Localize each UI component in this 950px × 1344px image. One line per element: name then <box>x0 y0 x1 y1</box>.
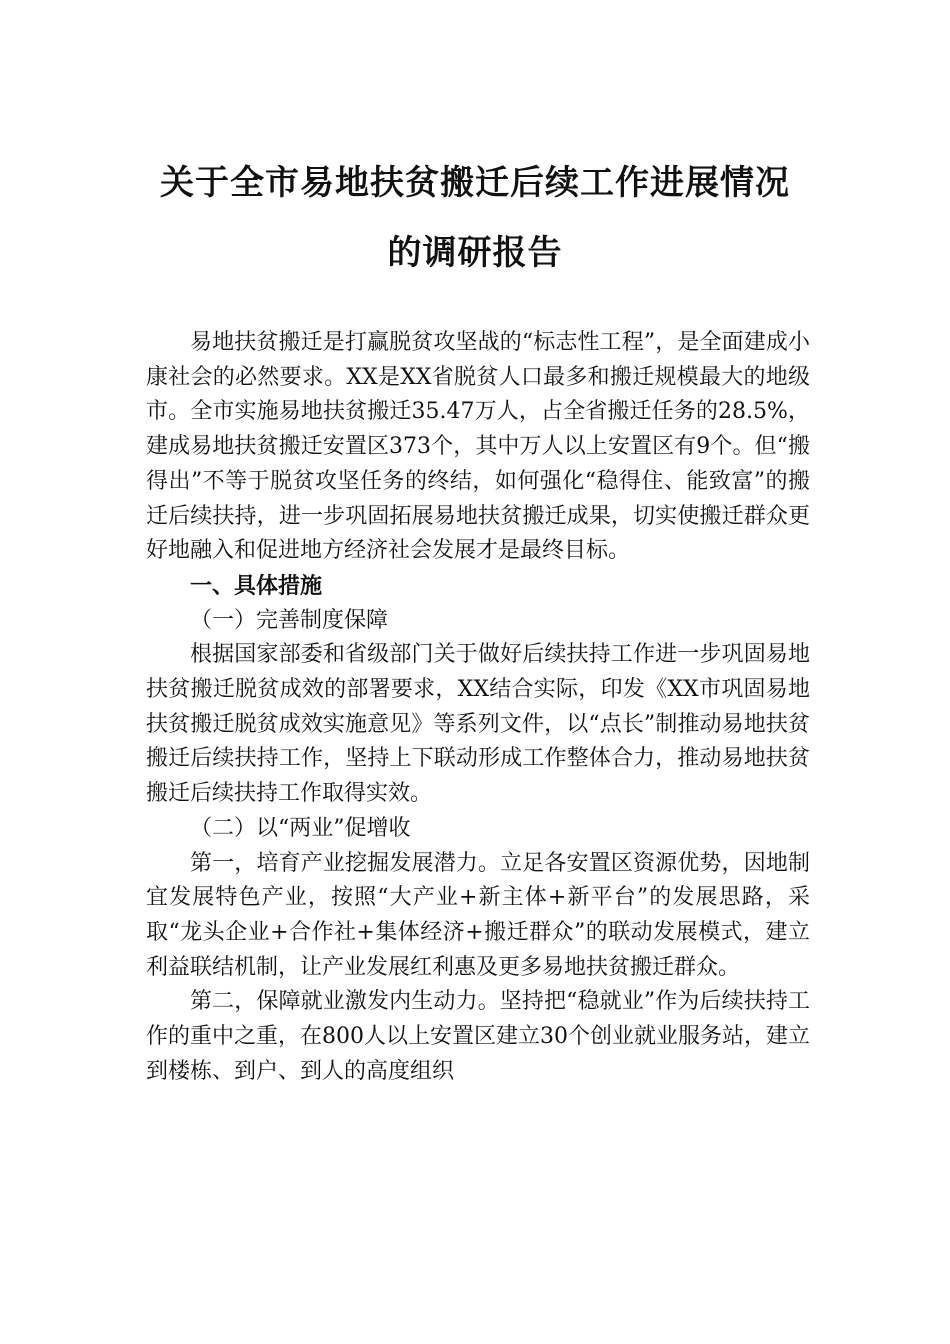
subsection-heading-system: （一）完善制度保障 <box>190 607 389 633</box>
document-title-line2: 的调研报告 <box>387 233 563 273</box>
subsection-paragraph-system: 根据国家部委和省级部门关于做好后续扶持工作进一步巩固易地扶贫搬迁脱贫成效的部署要求，XX结合实际，印发《XX市巩固易地扶贫搬迁脱贫成效实施意见》等系列文件，以“点长”制推动易地扶贫搬迁后续扶持工作，坚持上下联动形成工作整体合力，推动易地扶贫搬迁后续扶持工作取得实效。 <box>146 642 810 807</box>
document-title-line1: 关于全市易地扶贫搬迁后续工作进展情况 <box>160 163 790 203</box>
subsection-heading-income: （二）以“两业”促增收 <box>190 815 411 841</box>
section-heading-measures: 一、具体措施 <box>190 572 323 599</box>
document-body <box>146 326 810 1089</box>
subsection-paragraph-employment: 第二，保障就业激发内生动力。坚持把“稳就业”作为后续扶持工作的重中之重，在800人以上安置区建立30个创业就业服务站，建立到楼栋、到户、到人的高度组织 <box>146 989 810 1084</box>
intro-paragraph: 易地扶贫搬迁是打赢脱贫攻坚战的“标志性工程”，是全面建成小康社会的必然要求。XX是XX省脱贫人口最多和搬迁规模最大的地级市。全市实施易地扶贫搬迁35.47万人，占全省搬迁任务的28.5%，建成易地扶贫搬迁安置区373个，其中万人以上安置区有9个。但“搬得出”不等于脱贫攻坚任务的终结，如何强化“稳得住、能致富”的搬迁后续扶持，进一步巩固拓展易地扶贫搬迁成果，切实使搬迁群众更好地融入和促进地方经济社会发展才是最终目标。 <box>146 330 810 564</box>
subsection-paragraph-industry: 第一，培育产业挖掘发展潜力。立足各安置区资源优势，因地制宜发展特色产业，按照“大产业+新主体+新平台”的发展思路，采取“龙头企业+合作社+集体经济+搬迁群众”的联动发展模式，建立利益联结机制，让产业发展红利惠及更多易地扶贫搬迁群众。 <box>146 850 810 980</box>
